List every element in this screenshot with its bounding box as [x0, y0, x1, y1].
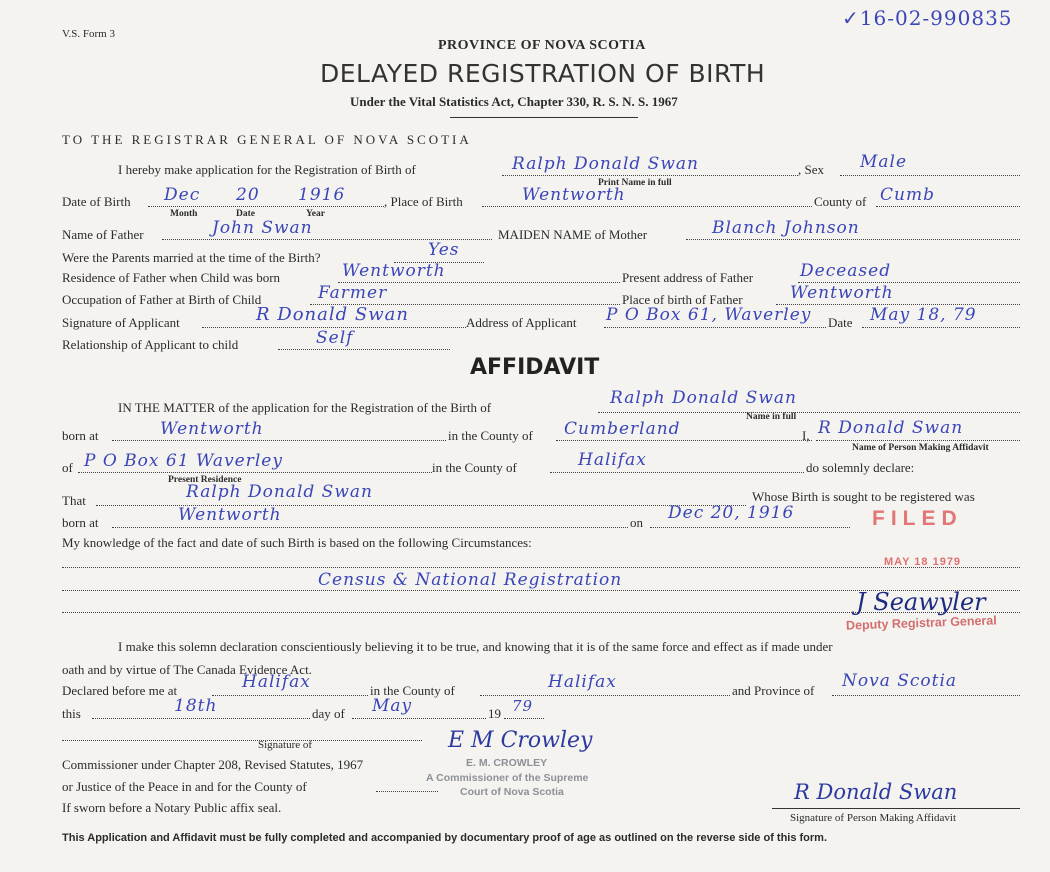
affiant-signature: R Donald Swan: [794, 780, 958, 804]
commissioner-stamp-line-1: A Commissioner of the Supreme: [426, 772, 589, 784]
sex-label: , Sex: [798, 162, 824, 177]
applicant-address-label: Address of Applicant: [466, 315, 577, 330]
signature-of-note: Signature of: [258, 739, 313, 751]
to-registrar: TO THE REGISTRAR GENERAL OF NOVA SCOTIA: [62, 132, 472, 147]
this-label: this: [62, 706, 81, 721]
affidavit-heading: AFFIDAVIT: [470, 355, 600, 380]
residence-affidavit-field[interactable]: P O Box 61 Waverley: [84, 451, 283, 471]
born-at-label: born at: [62, 428, 99, 443]
i-label: I,: [802, 428, 810, 443]
born-at-label-2: born at: [62, 515, 99, 530]
dob-date-field[interactable]: 20: [236, 185, 260, 205]
declared-at-field[interactable]: Halifax: [242, 672, 311, 692]
footer-note: This Application and Affidavit must be fully completed and accompanied by documentary proof of age as outlined on the reverse side of this form.: [62, 832, 828, 844]
commissioner-signature: E M Crowley: [448, 728, 593, 753]
knowledge-text: My knowledge of the fact and date of such Birth is based on the following Circumstances:: [62, 535, 532, 550]
of-label: of: [62, 460, 73, 475]
print-name-note: Print Name in full: [598, 178, 672, 188]
title-rule: [450, 117, 638, 118]
circumstances-field[interactable]: Census & National Registration: [318, 570, 623, 590]
registration-number: ✓16-02-990835: [842, 6, 1013, 30]
month-field[interactable]: May: [372, 696, 413, 716]
county-of-label: in the County of: [448, 428, 533, 443]
day-field[interactable]: 18th: [174, 696, 218, 716]
residence-label: Residence of Father when Child was born: [62, 270, 281, 285]
application-date-field[interactable]: May 18, 79: [870, 305, 977, 325]
registrar-signature: J Seawyler: [856, 588, 986, 616]
applicant-signature-label: Signature of Applicant: [62, 315, 180, 330]
deputy-registrar-stamp: Deputy Registrar General: [845, 613, 997, 633]
declared-at-label: Declared before me at: [62, 683, 178, 698]
married-label: Were the Parents married at the time of the Birth?: [62, 250, 321, 265]
whose-birth-text: Whose Birth is sought to be registered was: [752, 489, 975, 504]
dob-month-field[interactable]: Dec: [164, 185, 201, 205]
mother-name-field[interactable]: Blanch Johnson: [712, 218, 860, 238]
matter-name-field[interactable]: Ralph Donald Swan: [610, 388, 797, 408]
province-heading: PROVINCE OF NOVA SCOTIA: [438, 38, 646, 53]
applicant-address-field[interactable]: P O Box 61, Waverley: [606, 305, 812, 325]
year-note: Year: [306, 209, 325, 219]
born-at-field[interactable]: Wentworth: [160, 419, 264, 439]
dob-label: Date of Birth: [62, 194, 131, 209]
affiant-name-note: Name of Person Making Affidavit: [852, 443, 989, 453]
declare-text: do solemnly declare:: [806, 460, 915, 475]
date-label: Date: [828, 315, 853, 330]
province-field[interactable]: Nova Scotia: [842, 671, 958, 691]
county-of-label-3: in the County of: [370, 683, 455, 698]
name-in-full-note: Name in full: [746, 412, 797, 422]
occupation-label: Occupation of Father at Birth of Child: [62, 292, 262, 307]
present-address-label: Present address of Father: [622, 270, 754, 285]
sex-field[interactable]: Male: [860, 152, 908, 172]
form-id: V.S. Form 3: [62, 28, 115, 40]
filed-date-stamp: MAY 18 1979: [884, 556, 962, 568]
on-date-field[interactable]: Dec 20, 1916: [668, 503, 795, 523]
mother-name-label: MAIDEN NAME of Mother: [498, 227, 648, 242]
father-name-field[interactable]: John Swan: [212, 218, 313, 238]
father-name-label: Name of Father: [62, 227, 144, 242]
that-name-field[interactable]: Ralph Donald Swan: [186, 482, 373, 502]
that-label: That: [62, 493, 86, 508]
relationship-field[interactable]: Self: [316, 328, 354, 348]
residence-field[interactable]: Wentworth: [342, 261, 446, 281]
dob-year-field[interactable]: 1916: [298, 185, 346, 205]
born-at-field-2[interactable]: Wentworth: [178, 505, 282, 525]
intro-text: I hereby make application for the Registration of Birth of: [118, 162, 416, 177]
father-birthplace-label: Place of birth of Father: [622, 292, 743, 307]
child-name-field[interactable]: Ralph Donald Swan: [512, 154, 699, 174]
subtitle: Under the Vital Statistics Act, Chapter 330, R. S. N. S. 1967: [350, 94, 678, 109]
affiant-name-field[interactable]: R Donald Swan: [818, 418, 964, 438]
commissioner-text: Commissioner under Chapter 208, Revised Statutes, 1967: [62, 757, 364, 772]
birth-county-field[interactable]: Cumberland: [564, 419, 681, 439]
place-of-birth-label: , Place of Birth: [384, 194, 463, 209]
county-of-label-2: in the County of: [432, 460, 517, 475]
declared-county-field[interactable]: Halifax: [548, 672, 617, 692]
father-birthplace-field[interactable]: Wentworth: [790, 283, 894, 303]
residence-county-field[interactable]: Halifax: [578, 450, 647, 470]
date-note: Date: [236, 209, 255, 219]
page-title: DELAYED REGISTRATION OF BIRTH: [320, 59, 766, 88]
notary-text: If sworn before a Notary Public affix seal.: [62, 800, 282, 815]
day-of-label: day of: [312, 706, 345, 721]
province-label: and Province of: [732, 683, 815, 698]
applicant-signature-field[interactable]: R Donald Swan: [256, 304, 409, 325]
affiant-signature-label: Signature of Person Making Affidavit: [790, 812, 956, 824]
affiant-signature-rule: [772, 808, 1020, 809]
present-address-field[interactable]: Deceased: [800, 261, 892, 281]
county-label: County of: [814, 194, 867, 209]
commissioner-stamp-name: E. M. CROWLEY: [466, 757, 548, 769]
year-prefix: 19: [488, 706, 501, 721]
declaration-text-2: oath and by virtue of The Canada Evidence Act.: [62, 662, 312, 677]
commissioner-stamp-line-2: Court of Nova Scotia: [460, 786, 564, 798]
justice-text: or Justice of the Peace in and for the County of: [62, 779, 307, 794]
on-label: on: [630, 515, 643, 530]
year-field[interactable]: 79: [512, 697, 534, 715]
matter-text: IN THE MATTER of the application for the Registration of the Birth of: [118, 400, 492, 415]
occupation-field[interactable]: Farmer: [318, 283, 388, 303]
declaration-text-1: I make this solemn declaration conscientiously believing it to be true, and knowing that it is of the same force and effect as if made under: [118, 639, 833, 654]
married-field[interactable]: Yes: [428, 240, 460, 260]
county-field[interactable]: Cumb: [880, 185, 935, 205]
filed-stamp: FILED: [872, 507, 963, 530]
present-residence-note: Present Residence: [168, 475, 242, 485]
month-note: Month: [170, 209, 198, 219]
place-of-birth-field[interactable]: Wentworth: [522, 185, 626, 205]
relationship-label: Relationship of Applicant to child: [62, 337, 239, 352]
